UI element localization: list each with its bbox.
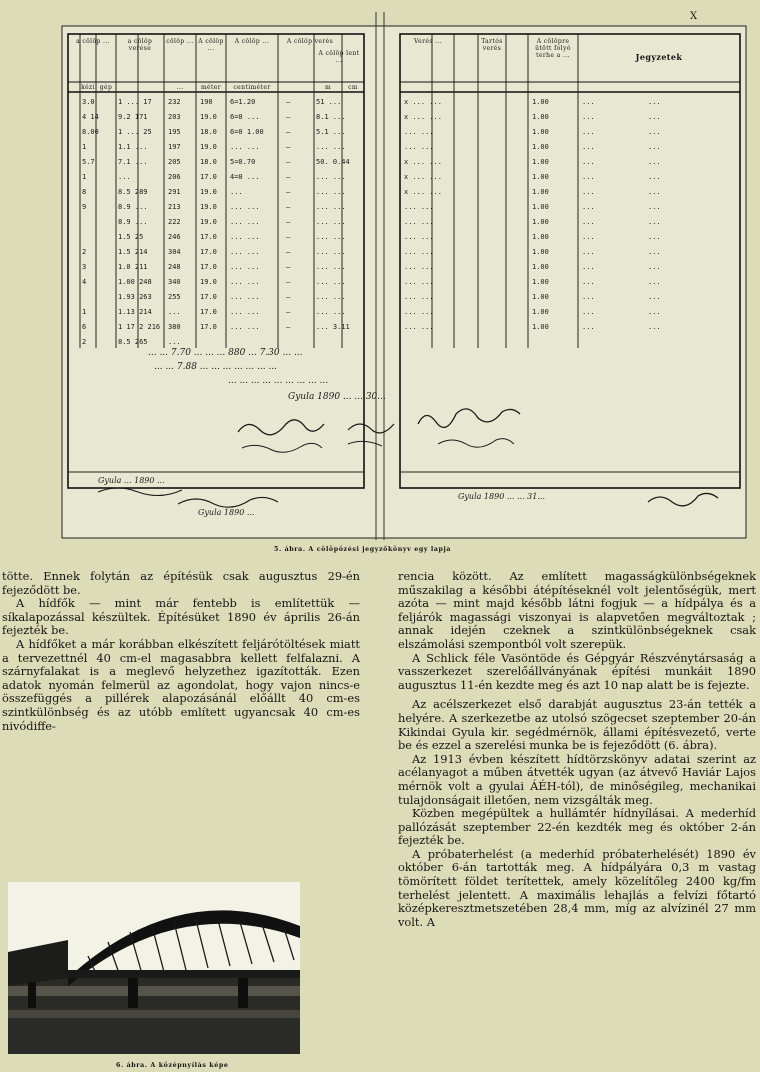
signatures (58, 12, 750, 540)
ledger-cell-j: ... (582, 263, 595, 271)
left-header-7: A cölöp lent ... (318, 50, 360, 64)
ledger-cell-h: ... ... (404, 308, 434, 316)
ledger-cell-e: ... (230, 188, 243, 196)
ledger-cell-c: 304 (168, 248, 181, 256)
ledger-cell-e: 4=0 ... (230, 173, 260, 181)
ledger-cell-e: ... ... (230, 218, 260, 226)
ledger-cell-g: ... ... (316, 203, 346, 211)
ledger-footer-left: Gyula ... 1890 ... (98, 476, 165, 485)
ledger-cell-a: 4 14 (82, 113, 99, 121)
ledger-cell-f: — (286, 113, 291, 121)
ledger-cell-a: 2 (82, 338, 87, 346)
ledger-cell-h: x ... ... (404, 98, 442, 106)
ledger-cell-f: — (286, 278, 291, 286)
ledger-cell-k: ... (648, 98, 661, 106)
ledger-cell-j: ... (582, 203, 595, 211)
ledger-cell-d: 19.0 (200, 188, 217, 196)
ledger-cell-h: ... ... (404, 248, 434, 256)
ledger-cell-g: ... ... (316, 308, 346, 316)
ledger-cell-d: 17.0 (200, 308, 217, 316)
ledger-cell-c: 197 (168, 143, 181, 151)
right-header-notes: Jegyzetek (635, 52, 683, 62)
left-header-1: a cölöp ... (76, 38, 110, 45)
left-header-2: a cölöp verése (127, 38, 153, 52)
ledger-cell-h: x ... ... (404, 188, 442, 196)
unit-4: méter (200, 84, 222, 91)
ledger-cell-i: 1.00 (532, 293, 549, 301)
ledger-cell-i: 1.00 (532, 98, 549, 106)
ledger-cell-b: 1.5 25 (118, 233, 144, 241)
ledger-cell-h: ... ... (404, 278, 434, 286)
ledger-cell-b: 1.5 214 (118, 248, 148, 256)
ledger-cell-g: 51 ... (316, 98, 342, 106)
ledger-cell-a: 1 (82, 308, 87, 316)
ledger-cell-k: ... (648, 218, 661, 226)
ledger-cell-d: 17.0 (200, 233, 217, 241)
ledger-cell-k: ... (648, 263, 661, 271)
ledger-cell-e: ... ... (230, 233, 260, 241)
ledger-cell-f: — (286, 158, 291, 166)
ledger-cell-a: 5.7 (82, 158, 95, 166)
right-paragraph-4: Az 1913 évben készített hídtörzskönyv adatai szerint az acélanyagot a műben átvették ugyan (az átvevő Haviár Lajos mérnök volt a gyulai ÁÉH-tól), de minőségileg, mechanikai tulajdonságait illetően, nem vizsgálták meg. (398, 751, 756, 807)
unit-3: ... (176, 84, 184, 91)
ledger-cell-e: ... ... (230, 203, 260, 211)
left-header-6: A cölöp verés (286, 38, 334, 45)
ledger-cell-f: — (286, 98, 291, 106)
left-header-5: A cölöp ... (234, 38, 270, 45)
ledger-cell-e: ... ... (230, 263, 260, 271)
ledger-cell-a: 1 (82, 173, 87, 181)
right-text-column (398, 570, 756, 929)
ledger-cell-f: — (286, 188, 291, 196)
ledger-cell-a: 3 (82, 263, 87, 271)
ledger-cell-i: 1.00 (532, 248, 549, 256)
ledger-cell-h: ... ... (404, 203, 434, 211)
left-header-4: A cölöp ... (198, 38, 224, 52)
ledger-cell-g: ... ... (316, 143, 346, 151)
ledger-cell-g: ... ... (316, 248, 346, 256)
ledger-cell-g: 5.1 ... (316, 128, 346, 136)
ledger-cell-a: 8.00 (82, 128, 99, 136)
ledger-cell-b: 1.1 ... (118, 143, 148, 151)
ledger-cell-c: ... (168, 308, 181, 316)
ledger-cell-f: — (286, 218, 291, 226)
ledger-note-3: ... ... ... ... ... ... ... ... ... (228, 376, 329, 386)
ledger-figure (58, 12, 750, 540)
ledger-cell-j: ... (582, 128, 595, 136)
ledger-cell-d: 19.0 (200, 218, 217, 226)
ledger-footer-right: Gyula 1890 ... ... 31... (458, 492, 545, 501)
ledger-cell-d: 17.0 (200, 173, 217, 181)
unit-2: gép (99, 84, 113, 91)
ledger-cell-i: 1.00 (532, 113, 549, 121)
ledger-cell-h: ... ... (404, 293, 434, 301)
ledger-cell-j: ... (582, 308, 595, 316)
ledger-cell-c: 203 (168, 113, 181, 121)
ledger-cell-e: ... ... (230, 278, 260, 286)
ledger-cell-d: 19.0 (200, 203, 217, 211)
ledger-cell-c: 380 (168, 323, 181, 331)
ledger-cell-j: ... (582, 218, 595, 226)
ledger-cell-i: 1.00 (532, 158, 549, 166)
right-paragraph-5: Közben megépültek a hullámtér hídnyílásai. A mederhíd pallózását szeptember 22-én kezdték meg és október 2-án fejezték be. (398, 806, 756, 848)
ledger-cell-k: ... (648, 158, 661, 166)
ledger-cell-j: ... (582, 143, 595, 151)
ledger-cell-e: ... ... (230, 143, 260, 151)
ledger-cell-c: ... (168, 338, 181, 346)
ledger-cell-d: 17.0 (200, 323, 217, 331)
ledger-cell-k: ... (648, 323, 661, 331)
ledger-cell-d: 19.0 (200, 113, 217, 121)
unit-6: m (324, 84, 332, 91)
ledger-cell-b: 1.93 263 (118, 293, 152, 301)
right-paragraph-6: A próbaterhelést (a mederhíd próbaterhelését) 1890 év október 6-án tartották meg. A hídpályára 0,3 m vastag tömörített földet terítettek, amely közelítőleg 2400 kg/fm terhelést jelentett. A maximális lehajlás a felvízi főtartó középkeresztmetszetében 28,4 mm, míg az alvízinél 27 mm volt. A (398, 846, 756, 929)
ledger-cell-b: 8.9 ... (118, 218, 148, 226)
ledger-cell-b: 8.5 289 (118, 188, 148, 196)
ledger-cell-f: — (286, 248, 291, 256)
ledger-cell-g: 8.1 ... (316, 113, 346, 121)
ledger-cell-g: ... ... (316, 278, 346, 286)
ledger-cell-c: 248 (168, 263, 181, 271)
ledger-cell-g: 50. 0.44 (316, 158, 350, 166)
ledger-cell-i: 1.00 (532, 263, 549, 271)
ledger-cell-f: — (286, 203, 291, 211)
ledger-cell-j: ... (582, 293, 595, 301)
right-header-2: Tartós verés (481, 38, 503, 52)
ledger-cell-b: 8.9 ... (118, 203, 148, 211)
ledger-cell-a: 6 (82, 323, 87, 331)
left-text-column (2, 570, 360, 733)
right-header-3: A cölöpre ütött folyó terhe a ... (535, 38, 571, 59)
ledger-cell-g: ... ... (316, 233, 346, 241)
ledger-cell-f: — (286, 323, 291, 331)
ledger-cell-f: — (286, 308, 291, 316)
ledger-cell-d: 18.0 (200, 128, 217, 136)
ledger-cell-b: 1.00 248 (118, 278, 152, 286)
ledger-note-4: Gyula 1890 ... ... 30... (288, 392, 386, 402)
ledger-cell-c: 205 (168, 158, 181, 166)
ledger-cell-e: 6=0 1.00 (230, 128, 264, 136)
ledger-cell-e: ... ... (230, 323, 260, 331)
ledger-cell-j: ... (582, 98, 595, 106)
ledger-cell-b: 1 ... 17 (118, 98, 152, 106)
bridge-illustration (8, 882, 300, 1054)
ledger-cell-b: 1 17 2 216 (118, 323, 161, 331)
ledger-cell-i: 1.00 (532, 218, 549, 226)
ledger-cell-k: ... (648, 113, 661, 121)
ledger-cell-d: 17.0 (200, 263, 217, 271)
ledger-cell-k: ... (648, 128, 661, 136)
ledger-cell-j: ... (582, 278, 595, 286)
ledger-cell-i: 1.00 (532, 173, 549, 181)
figure-5-caption: 5. ábra. A cölöpözési jegyzőkönyv egy lapja (274, 546, 452, 553)
ledger-cell-j: ... (582, 173, 595, 181)
bridge-photo (8, 882, 300, 1054)
ledger-cell-c: 246 (168, 233, 181, 241)
unit-7: cm (348, 84, 358, 91)
ledger-cell-g: ... ... (316, 173, 346, 181)
left-paragraph-1: tötte. Ennek folytán az építésük csak augusztus 29-én fejeződött be. (2, 569, 360, 597)
ledger-cell-g: ... ... (316, 263, 346, 271)
ledger-cell-b: 1.13 214 (118, 308, 152, 316)
ledger-cell-d: 19.0 (200, 278, 217, 286)
ledger-cell-k: ... (648, 293, 661, 301)
unit-5: centiméter (233, 84, 271, 91)
ledger-cell-a: 3.0 (82, 98, 95, 106)
ledger-cell-e: 6=1.20 (230, 98, 256, 106)
ledger-cell-e: 6=0 ... (230, 113, 260, 121)
ledger-cell-f: — (286, 263, 291, 271)
ledger-note-2: ... ... 7.88 ... ... ... ... ... ... ... (154, 362, 278, 372)
ledger-note-1: ... ... 7.70 ... ... ... 880 ... 7.30 ... ... (148, 348, 303, 358)
right-paragraph-3: Az acélszerkezet első darabját augusztus 23-án tették a helyére. A szerkezetbe az utolsó szögecset szeptember 20-án Kikindai Gyula kir. segédmérnök, állami építésvezető, verte be és ezzel a szerelési munka be is fejeződött (6. ábra). (398, 697, 756, 753)
ledger-cell-h: ... ... (404, 218, 434, 226)
ledger-cell-h: ... ... (404, 323, 434, 331)
ledger-cell-i: 1.00 (532, 278, 549, 286)
ledger-cell-i: 1.00 (532, 233, 549, 241)
ledger-cell-a: 8 (82, 188, 87, 196)
figure-6-caption: 6. ábra. A középnyílás képe (116, 1062, 229, 1069)
ledger-cell-d: 190 (200, 98, 213, 106)
ledger-cell-k: ... (648, 233, 661, 241)
ledger-cell-e: 5=0.70 (230, 158, 256, 166)
ledger-cell-i: 1.00 (532, 188, 549, 196)
ledger-cell-f: — (286, 143, 291, 151)
ledger-cell-a: 9 (82, 203, 87, 211)
ledger-cell-a: 2 (82, 248, 87, 256)
ledger-cell-i: 1.00 (532, 203, 549, 211)
ledger-cell-k: ... (648, 248, 661, 256)
ledger-cell-k: ... (648, 203, 661, 211)
ledger-cell-c: 255 (168, 293, 181, 301)
ledger-cell-b: 8.5 265 (118, 338, 148, 346)
ledger-cell-d: 18.0 (200, 158, 217, 166)
ledger-cell-i: 1.00 (532, 308, 549, 316)
ledger-cell-j: ... (582, 113, 595, 121)
ledger-cell-k: ... (648, 173, 661, 181)
ledger-cell-a: 4 (82, 278, 87, 286)
ledger-cell-b: ... (118, 173, 131, 181)
ledger-cell-a: 1 (82, 143, 87, 151)
ledger-cell-h: x ... ... (404, 173, 442, 181)
ledger-cell-f: — (286, 173, 291, 181)
ledger-cell-b: 9.2 171 (118, 113, 148, 121)
corner-mark: X (690, 11, 698, 22)
ledger-cell-g: ... ... (316, 293, 346, 301)
left-header-3: cölöp ... (166, 38, 194, 45)
ledger-cell-e: ... ... (230, 248, 260, 256)
right-paragraph-1: rencia között. Az említett magasságkülönbségeknek műszakilag a későbbi átépítéseknél volt jelentőségük, mert azóta — mint majd később látni fogjuk — a hídpálya és a feljárók magassági viszonyai is alapvetően megváltoztak ; annak idején czeknek a szintkülönbségeknek csak elszámolási szempontból volt szerepük. (398, 569, 756, 651)
ledger-cell-g: ... ... (316, 218, 346, 226)
ledger-cell-h: x ... ... (404, 158, 442, 166)
ledger-cell-j: ... (582, 248, 595, 256)
ledger-cell-h: ... ... (404, 143, 434, 151)
ledger-cell-c: 340 (168, 278, 181, 286)
ledger-cell-k: ... (648, 278, 661, 286)
ledger-cell-g: ... ... (316, 188, 346, 196)
ledger-cell-i: 1.00 (532, 143, 549, 151)
ledger-cell-c: 213 (168, 203, 181, 211)
unit-1: kézi (81, 84, 95, 91)
ledger-cell-g: ... 3.11 (316, 323, 350, 331)
ledger-cell-h: x ... ... (404, 113, 442, 121)
ledger-cell-h: ... ... (404, 128, 434, 136)
ledger-cell-j: ... (582, 188, 595, 196)
ledger-cell-h: ... ... (404, 233, 434, 241)
ledger-cell-b: 1.0 211 (118, 263, 148, 271)
ledger-cell-k: ... (648, 188, 661, 196)
ledger-cell-d: 19.0 (200, 143, 217, 151)
ledger-cell-d: 17.0 (200, 293, 217, 301)
ledger-cell-i: 1.00 (532, 128, 549, 136)
ledger-cell-f: — (286, 128, 291, 136)
ledger-cell-i: 1.00 (532, 323, 549, 331)
ledger-cell-e: ... ... (230, 308, 260, 316)
ledger-cell-e: ... ... (230, 293, 260, 301)
ledger-cell-d: 17.0 (200, 248, 217, 256)
ledger-cell-c: 195 (168, 128, 181, 136)
ledger-cell-b: 1 ... 25 (118, 128, 152, 136)
ledger-cell-c: 206 (168, 173, 181, 181)
ledger-cell-f: — (286, 233, 291, 241)
ledger-cell-c: 232 (168, 98, 181, 106)
ledger-cell-b: 7.1 ... (118, 158, 148, 166)
ledger-cell-h: ... ... (404, 263, 434, 271)
left-paragraph-2: A hídfők — mint már fentebb is említettük — síkalapozással készültek. Építésüket 1890 év április 26-án fejezték be. (2, 596, 360, 638)
ledger-cell-c: 222 (168, 218, 181, 226)
left-paragraph-3: A hídfőket a már korábban elkészített feljárótöltések miatt a tervezettnél 40 cm-el magasabbra kellett felfalazni. A szárnyfalakat is a meglevő helyzethez igazították. Ezen adatok nyomán felmerül az agondolat, hogy vajon nincs-e összefüggés a pillérek alapozásánál előállt 40 cm-es szintkülönbség és az utóbb említett ugyancsak 40 cm-es nivódiffe- (2, 636, 360, 733)
ledger-cell-j: ... (582, 158, 595, 166)
right-paragraph-2: A Schlick féle Vasöntöde és Gépgyár Részvénytársaság a vasszerkezet szerelőállványának építési munkáit 1890 augusztus 11-én kezdte meg és azt 10 nap alatt be is fejezte. (398, 650, 756, 692)
ledger-cell-k: ... (648, 143, 661, 151)
ledger-cell-f: — (286, 293, 291, 301)
right-header-1: Verés ... (413, 38, 443, 45)
ledger-cell-j: ... (582, 233, 595, 241)
ledger-cell-k: ... (648, 308, 661, 316)
ledger-footer-mid: Gyula 1890 ... (198, 508, 255, 517)
ledger-cell-j: ... (582, 323, 595, 331)
ledger-cell-c: 291 (168, 188, 181, 196)
